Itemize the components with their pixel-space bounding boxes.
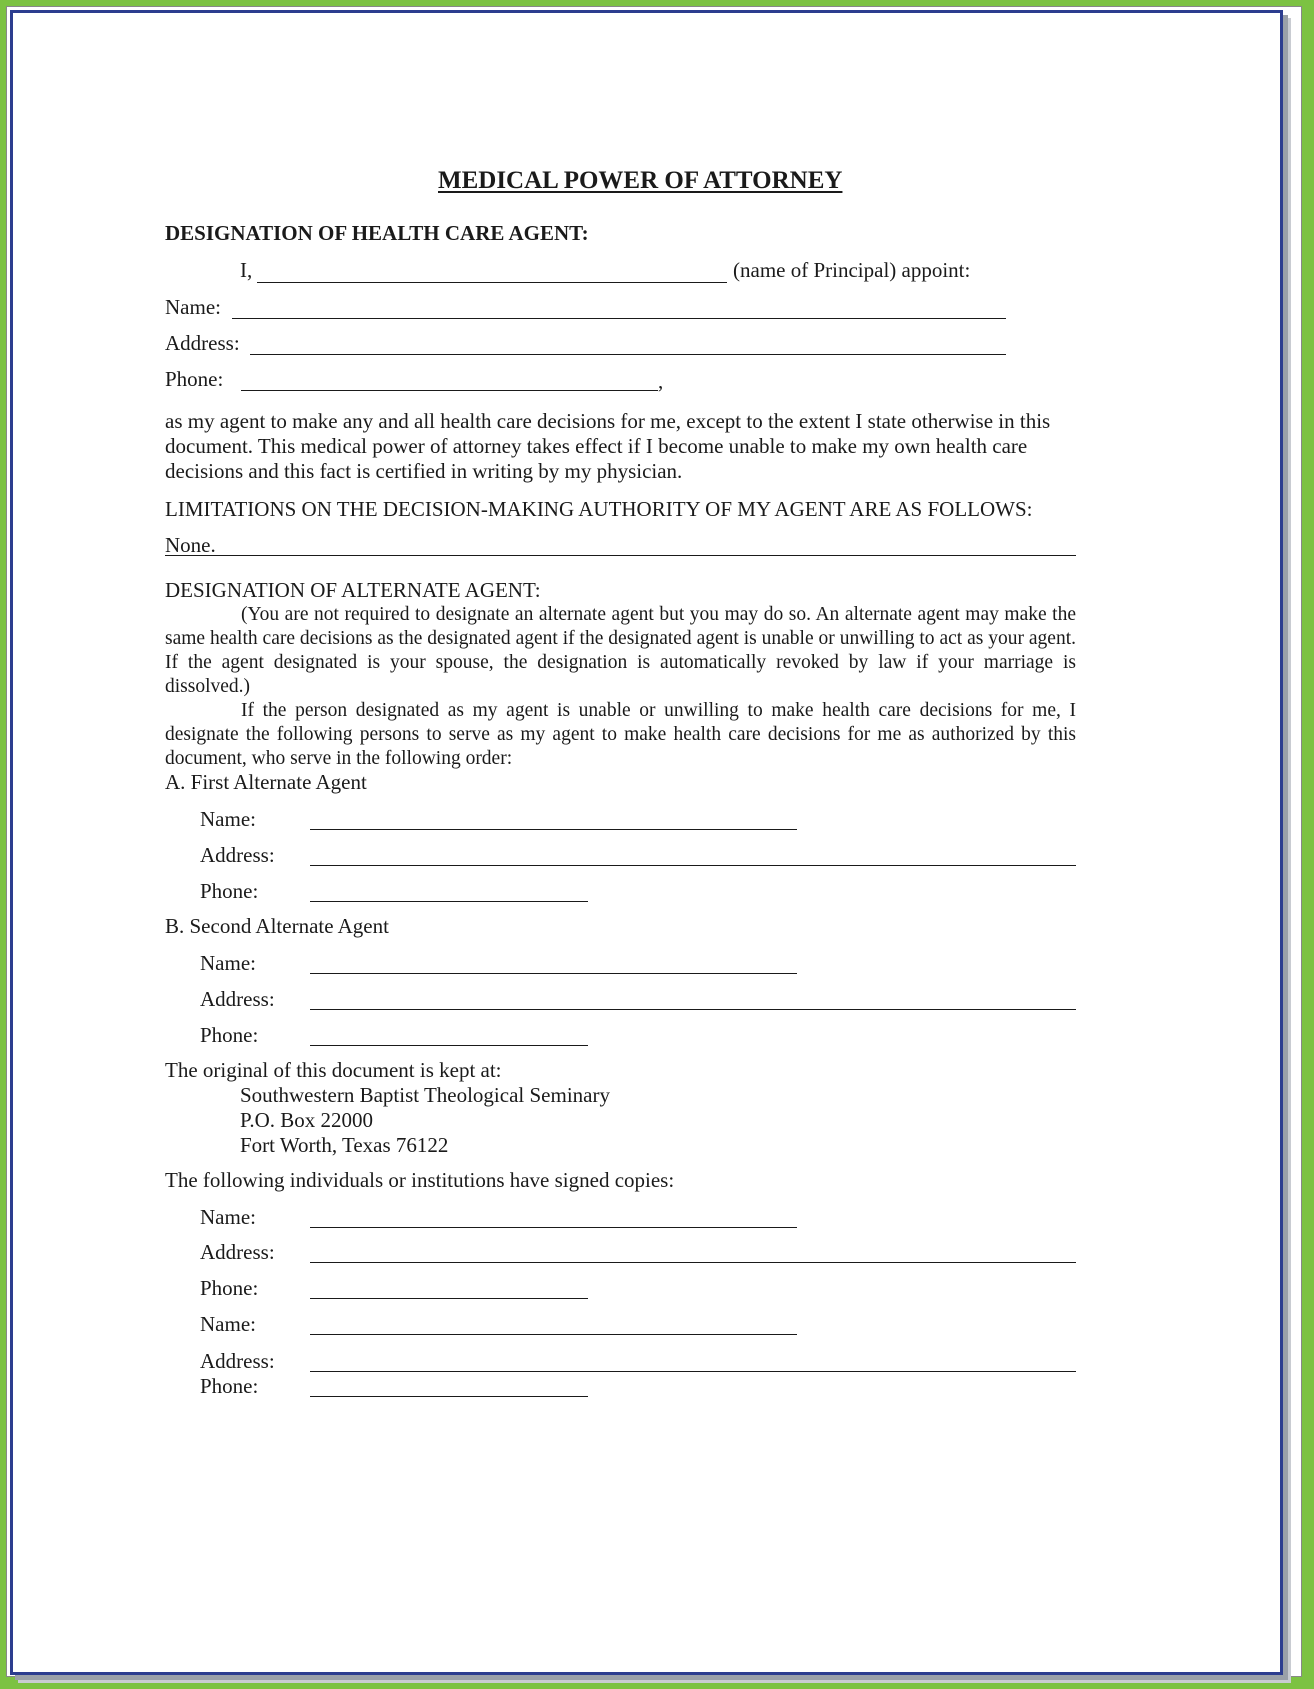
agent-name-line[interactable] xyxy=(232,318,1006,319)
second-alt-phone-line[interactable] xyxy=(310,1045,588,1046)
copy1-name-line[interactable] xyxy=(310,1227,797,1228)
agent-address-line[interactable] xyxy=(250,354,1006,355)
agent-phone-comma: , xyxy=(658,369,664,393)
agent-authority-line-3: decisions and this fact is certified in writing by my physician. xyxy=(165,459,683,483)
alternate-para2-line-1: If the person designated as my agent is unable or unwilling to make health care decisions for me, I xyxy=(241,700,1076,721)
limitations-value: None. xyxy=(165,533,216,557)
original-address-line-2: P.O. Box 22000 xyxy=(240,1108,374,1132)
second-alt-name-label: Name: xyxy=(200,951,256,975)
first-alt-address-line[interactable] xyxy=(310,865,1076,866)
document-sheet xyxy=(10,10,1283,1675)
principal-prefix: I, xyxy=(240,258,253,282)
copy2-address-label: Address: xyxy=(200,1349,275,1373)
copy1-phone-label: Phone: xyxy=(200,1276,259,1300)
alternate-para2-line-3: document, who serve in the following order: xyxy=(165,748,513,769)
first-alt-address-label: Address: xyxy=(200,843,275,867)
alternate-para1-line-3: If the agent designated is your spouse, the designation is automatically revoked by law if your marriage is xyxy=(165,652,1076,673)
first-alt-phone-line[interactable] xyxy=(310,901,588,902)
alternate-para1-line-1: (You are not required to designate an alternate agent but you may do so. An alternate agent may make the xyxy=(241,604,1076,625)
designation-heading: DESIGNATION OF HEALTH CARE AGENT: xyxy=(165,221,589,245)
first-alt-phone-label: Phone: xyxy=(200,879,259,903)
alternate-heading: DESIGNATION OF ALTERNATE AGENT: xyxy=(165,578,541,602)
alternate-para1-line-4: dissolved.) xyxy=(165,676,251,697)
copy2-name-line[interactable] xyxy=(310,1334,797,1335)
original-address-line-3: Fort Worth, Texas 76122 xyxy=(240,1133,449,1157)
copy1-address-label: Address: xyxy=(200,1240,275,1264)
agent-address-label: Address: xyxy=(165,331,240,355)
copy2-phone-line[interactable] xyxy=(310,1396,588,1397)
document-title: MEDICAL POWER OF ATTORNEY xyxy=(438,167,843,194)
second-alternate-heading: B. Second Alternate Agent xyxy=(165,914,389,938)
copies-heading: The following individuals or institutions have signed copies: xyxy=(165,1168,675,1192)
second-alt-address-line[interactable] xyxy=(310,1009,1076,1010)
second-alt-address-label: Address: xyxy=(200,987,275,1011)
copy1-address-line[interactable] xyxy=(310,1262,1076,1263)
original-address-line-1: Southwestern Baptist Theological Seminary xyxy=(240,1083,610,1107)
agent-name-label: Name: xyxy=(165,295,221,319)
copy2-name-label: Name: xyxy=(200,1312,256,1336)
agent-phone-line[interactable] xyxy=(241,390,658,391)
copy1-name-label: Name: xyxy=(200,1205,256,1229)
copy2-phone-label: Phone: xyxy=(200,1374,259,1398)
first-alt-name-line[interactable] xyxy=(310,829,797,830)
second-alt-name-line[interactable] xyxy=(310,973,797,974)
copy2-address-line[interactable] xyxy=(310,1371,1076,1372)
alternate-paragraph-1 xyxy=(165,603,1076,771)
agent-authority-line-1: as my agent to make any and all health care decisions for me, except to the extent I state otherwise in this xyxy=(165,409,1051,433)
first-alt-name-label: Name: xyxy=(200,807,256,831)
second-alt-phone-label: Phone: xyxy=(200,1023,259,1047)
first-alternate-heading: A. First Alternate Agent xyxy=(165,770,367,794)
limitations-line[interactable] xyxy=(165,555,1076,556)
principal-name-line[interactable] xyxy=(257,282,727,283)
limitations-heading: LIMITATIONS ON THE DECISION-MAKING AUTHORITY OF MY AGENT ARE AS FOLLOWS: xyxy=(165,497,1033,521)
agent-phone-label: Phone: xyxy=(165,367,224,391)
alternate-para1-line-2: same health care decisions as the designated agent if the designated agent is unable or unwilling to act as your agent. xyxy=(165,628,1076,649)
original-heading: The original of this document is kept at: xyxy=(165,1058,502,1082)
agent-authority-line-2: document. This medical power of attorney takes effect if I become unable to make my own health care xyxy=(165,434,1028,458)
alternate-para2-line-2: designate the following persons to serve as my agent to make health care decisions for me as authorized by this xyxy=(165,724,1076,745)
principal-suffix: (name of Principal) appoint: xyxy=(733,258,971,282)
copy1-phone-line[interactable] xyxy=(310,1298,588,1299)
